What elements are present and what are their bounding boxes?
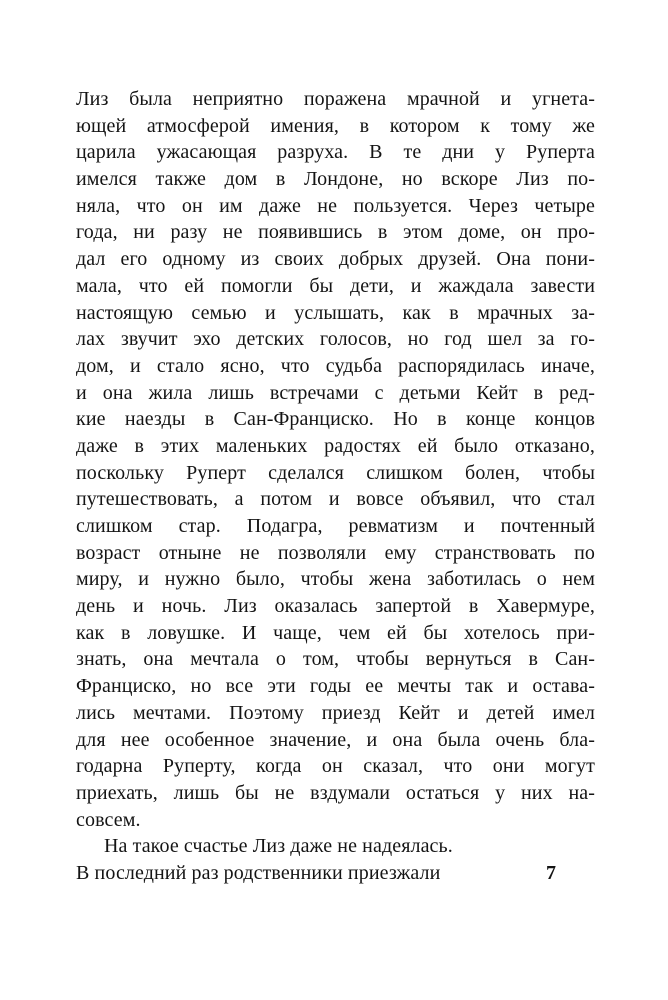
text-line: настоящую семью и услышать, как в мрачных за- [76,301,595,324]
text-line: поскольку Руперт сделался слишком болен, чтобы [76,461,595,484]
text-line: миру, и нужно было, чтобы жена заботилась о нем [76,568,595,591]
text-line: дом, и стало ясно, что судьба распорядилась иначе, [76,354,595,377]
text-line: дал его одному из своих добрых друзей. Она пони- [76,248,595,271]
text-line: лах звучит эхо детских голосов, но год шел за го- [76,328,595,351]
text-line: и она жила лишь встречами с детьми Кейт в ред- [76,381,595,404]
text-line: путешествовать, а потом и вовсе объявил, что стал [76,488,595,511]
text-line: возраст отныне не позволяли ему странствовать по [76,541,595,564]
page-text [76,86,595,887]
text-line: годарна Руперту, когда он сказал, что они могут [76,755,595,778]
text-line: совсем. [76,808,141,831]
text-line: В последний раз родственники приезжали [76,861,441,884]
page-number: 7 [546,862,556,884]
text-line: даже в этих маленьких радостях ей было отказано, [76,434,595,457]
text-line: Франциско, но все эти годы ее мечты так и остава- [76,675,595,698]
text-line: для нее особенное значение, и она была очень бла- [76,728,595,751]
text-line: слишком стар. Подагра, ревматизм и почтенный [76,515,595,537]
text-line: мала, что ей помогли бы дети, и жаждала завести [76,274,595,297]
text-line: имелся также дом в Лондоне, но вскоре Лиз по- [76,168,595,191]
text-line: года, ни разу не появившись в этом доме, он про- [76,221,595,244]
text-line: знать, она мечтала о том, чтобы вернуться в Сан- [76,648,595,671]
text-line: Лиз была неприятно поражена мрачной и угнета- [76,88,595,110]
text-line: кие наезды в Сан-Франциско. Но в конце концов [76,408,595,431]
text-line: няла, что он им даже не пользуется. Через четыре [76,194,595,217]
text-line: как в ловушке. И чаще, чем ей бы хотелось при- [76,621,595,644]
text-line: царила ужасающая разруха. В те дни у Руперта [76,141,595,164]
text-line: ющей атмосферой имения, в котором к тому же [76,114,595,137]
text-line: приехать, лишь бы не вздумали остаться у них на- [76,781,595,804]
text-line: На такое счастье Лиз даже не надеялась. [104,835,453,858]
text-line: день и ночь. Лиз оказалась запертой в Хавермуре, [76,595,595,618]
text-line: лись мечтами. Поэтому приезд Кейт и детей имел [76,701,595,724]
